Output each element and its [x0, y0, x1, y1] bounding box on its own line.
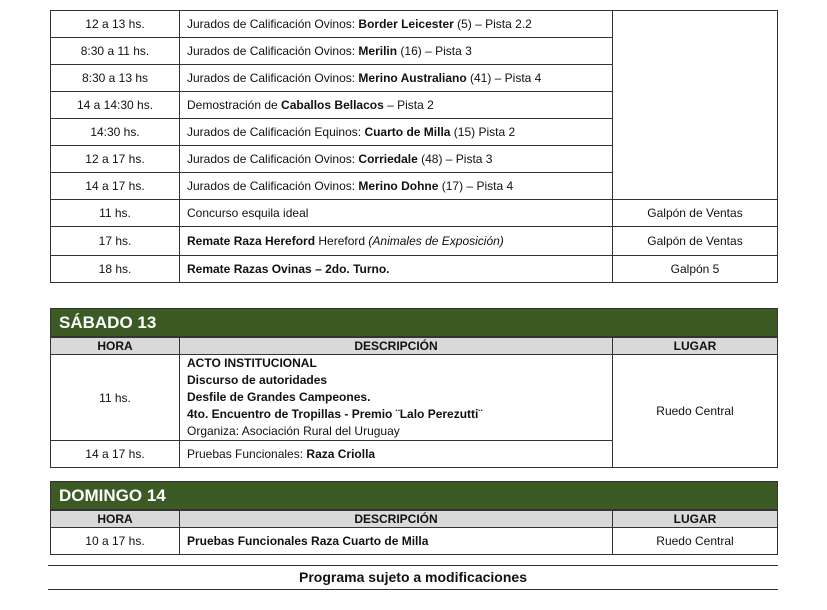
place-cell: Ruedo Central — [613, 528, 778, 555]
place-cell: Ruedo Central — [613, 355, 778, 468]
description-cell: Concurso esquila ideal — [180, 200, 613, 227]
description-cell: Jurados de Calificación Ovinos: Merino Dohne (17) – Pista 4 — [180, 173, 613, 200]
column-header-row — [51, 338, 778, 355]
table-row — [51, 355, 778, 441]
time-cell: 10 a 17 hs. — [51, 528, 180, 555]
description-cell: Jurados de Calificación Equinos: Cuarto de Milla (15) Pista 2 — [180, 119, 613, 146]
description-cell: Jurados de Calificación Ovinos: Merino Australiano (41) – Pista 4 — [180, 65, 613, 92]
column-header-lugar: LUGAR — [613, 511, 778, 528]
time-cell: 18 hs. — [51, 256, 180, 283]
time-cell: 11 hs. — [51, 355, 180, 441]
column-header-descripcion: DESCRIPCIÓN — [180, 511, 613, 528]
time-cell: 8:30 a 13 hs — [51, 65, 180, 92]
column-header-lugar: LUGAR — [613, 338, 778, 355]
domingo-schedule-table — [50, 510, 778, 555]
time-cell: 14 a 17 hs. — [51, 173, 180, 200]
place-cell-empty — [613, 11, 778, 200]
column-header-descripcion: DESCRIPCIÓN — [180, 338, 613, 355]
description-cell: Remate Raza Hereford Hereford (Animales de Exposición) — [180, 227, 613, 256]
table-row — [51, 227, 778, 256]
time-cell: 17 hs. — [51, 227, 180, 256]
friday-schedule-table — [50, 10, 778, 283]
place-cell: Galpón de Ventas — [613, 200, 778, 227]
time-cell: 12 a 13 hs. — [51, 11, 180, 38]
day-header-domingo: DOMINGO 14 — [50, 481, 778, 510]
time-cell: 12 a 17 hs. — [51, 146, 180, 173]
table-row — [51, 528, 778, 555]
footer-bottom-rule — [48, 589, 778, 590]
description-cell: Jurados de Calificación Ovinos: Merilin (16) – Pista 3 — [180, 38, 613, 65]
time-cell: 14 a 17 hs. — [51, 441, 180, 468]
table-row — [51, 200, 778, 227]
sabado-schedule-table — [50, 337, 778, 468]
description-cell: Pruebas Funcionales Raza Cuarto de Milla — [180, 528, 613, 555]
table-row — [51, 11, 778, 38]
description-cell: Pruebas Funcionales: Raza Criolla — [180, 441, 613, 468]
description-cell: Demostración de Caballos Bellacos – Pista 2 — [180, 92, 613, 119]
column-header-hora: HORA — [51, 511, 180, 528]
description-cell: Jurados de Calificación Ovinos: Border Leicester (5) – Pista 2.2 — [180, 11, 613, 38]
description-cell: ACTO INSTITUCIONAL Discurso de autoridades Desfile de Grandes Campeones. 4to. Encuentro de Tropillas - Premio ¨Lalo Perezutti¨ Organiza: Asociación Rural del Uruguay — [180, 355, 613, 441]
place-cell: Galpón 5 — [613, 256, 778, 283]
day-header-sabado: SÁBADO 13 — [50, 308, 778, 337]
description-cell: Remate Razas Ovinas – 2do. Turno. — [180, 256, 613, 283]
time-cell: 11 hs. — [51, 200, 180, 227]
table-row — [51, 256, 778, 283]
time-cell: 14:30 hs. — [51, 119, 180, 146]
place-cell: Galpón de Ventas — [613, 227, 778, 256]
time-cell: 8:30 a 11 hs. — [51, 38, 180, 65]
description-cell: Jurados de Calificación Ovinos: Corriedale (48) – Pista 3 — [180, 146, 613, 173]
column-header-hora: HORA — [51, 338, 180, 355]
column-header-row — [51, 511, 778, 528]
footer-note: Programa sujeto a modificaciones — [299, 569, 527, 585]
time-cell: 14 a 14:30 hs. — [51, 92, 180, 119]
